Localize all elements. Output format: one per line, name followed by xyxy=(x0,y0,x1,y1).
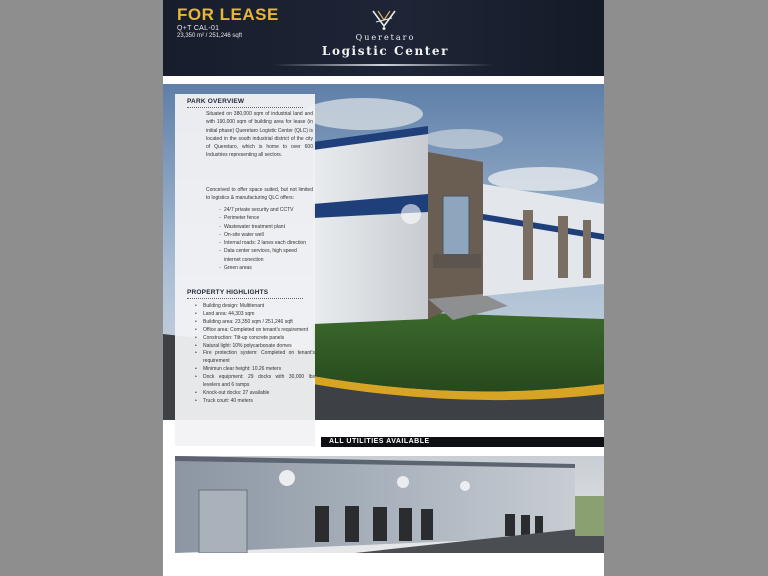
park-overview-title: PARK OVERVIEW xyxy=(187,98,245,105)
info-panel xyxy=(175,94,315,446)
brochure-page xyxy=(163,0,604,576)
brand-line2: Logistic Center xyxy=(321,44,450,58)
list-item: • Knock-out docks: 27 available xyxy=(203,390,315,398)
utilities-banner xyxy=(321,437,604,447)
property-code: Q+T CAL-01 xyxy=(177,25,220,32)
property-highlights-divider xyxy=(187,298,303,299)
list-item: - Wastewater treatment plant xyxy=(219,223,311,231)
list-item: • Truck court: 40 meters xyxy=(203,398,315,406)
overview-paragraph: Situated on 380,000 sqm of industrial land and with 190,000 sqm of building area for lease (in initial phase) Queretaro Logistic Center (QLC) is located in the south industrial district of the city of Queretaro, which is home to over 600 Industries representing all sectors. xyxy=(206,111,313,159)
offers-list xyxy=(219,206,311,272)
list-item: • Minimun clear height: 10.26 meters xyxy=(203,366,315,374)
property-area: 23,350 m² / 251,246 sqft xyxy=(177,33,243,39)
list-item: • Office area: Completed on tenant's requirement xyxy=(203,327,315,335)
list-item: - Perimeter fence xyxy=(219,214,311,222)
list-item: - Data center services, high speed internet conection xyxy=(219,247,311,264)
list-item: • Natural light: 10% polycarbonate domes xyxy=(203,343,315,351)
list-item: - Internal roads: 2 lanes each direction xyxy=(219,239,311,247)
list-item: • Dock equipment: 29 docks with 30,000 lbs levelers and 6 ramps xyxy=(203,374,315,390)
list-item: - On-site water well xyxy=(219,231,311,239)
list-item: • Land area: 44,303 sqm xyxy=(203,311,315,319)
qlc-logo-icon xyxy=(370,8,398,32)
list-item: • Building area: 23,350 sqm / 251,246 sqft xyxy=(203,319,315,327)
property-highlights-title: PROPERTY HIGHLIGHTS xyxy=(187,289,269,296)
list-item: • Building design: Multitenant xyxy=(203,303,315,311)
list-item: - Green areas xyxy=(219,264,311,272)
header-banner xyxy=(163,0,604,76)
brand-line1: Queretaro xyxy=(355,33,416,42)
offers-intro: Conceived to offer space suited, but not limited to logistics & manufacturing QLC offers: xyxy=(206,187,313,202)
park-overview-divider xyxy=(187,107,303,108)
list-item: • Fire protection system: Completed on tenant's requirement xyxy=(203,350,315,366)
highlights-list xyxy=(203,303,315,406)
list-item: • Construction: Tilt-up concrete panels xyxy=(203,335,315,343)
utilities-label: ALL UTILITIES AVAILABLE xyxy=(329,438,430,445)
header-divider xyxy=(273,64,493,66)
loading-docks-image xyxy=(175,456,604,553)
for-lease-title: FOR LEASE xyxy=(177,5,279,24)
list-item: - 24/7 private security and CCTV xyxy=(219,206,311,214)
